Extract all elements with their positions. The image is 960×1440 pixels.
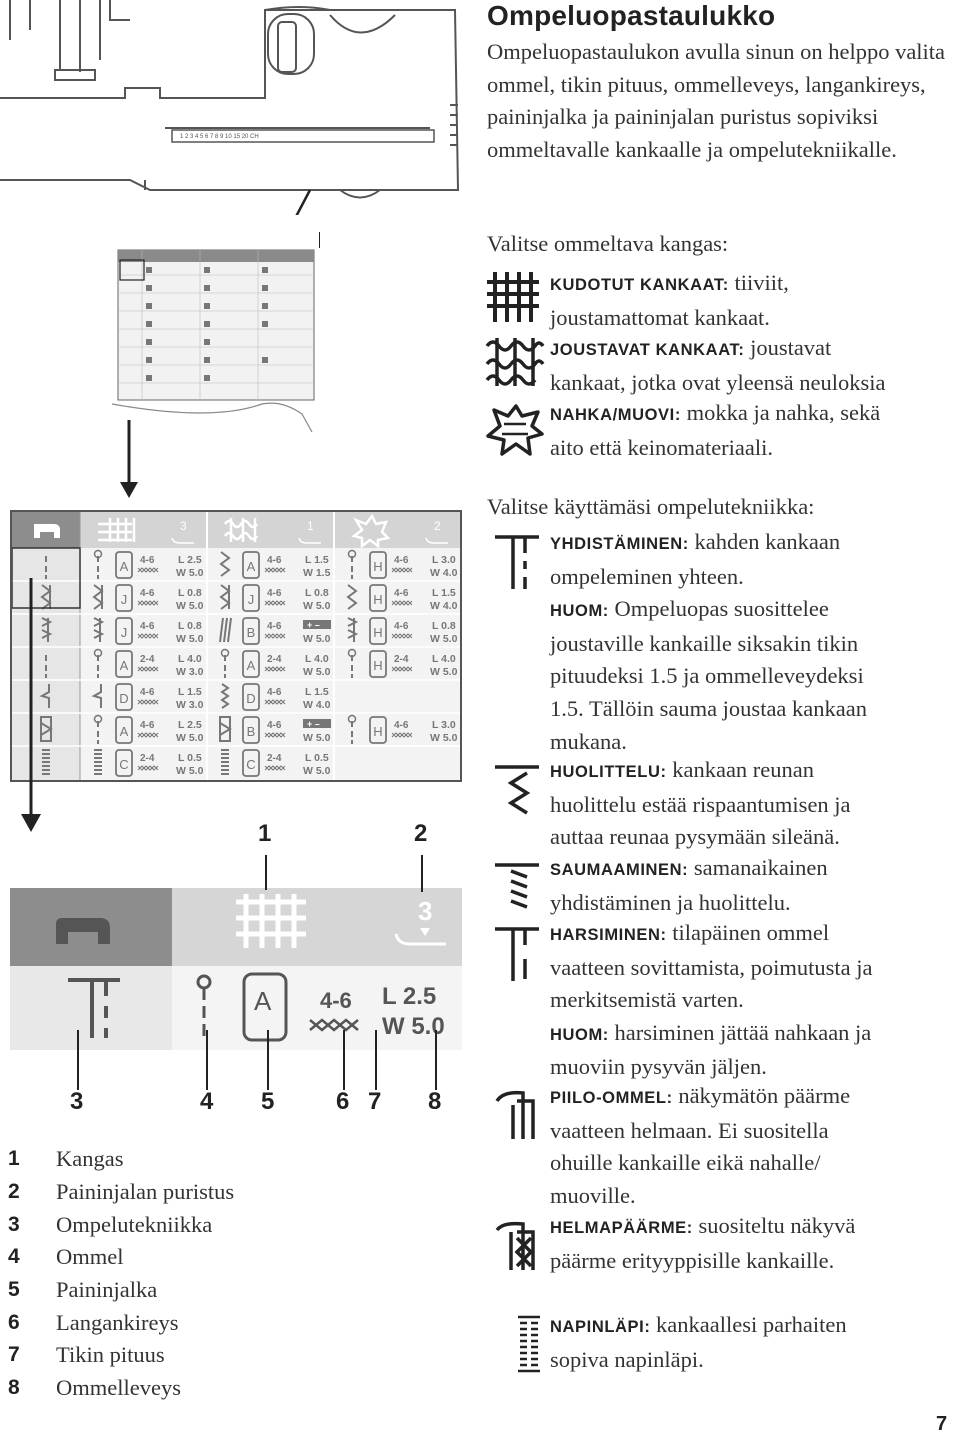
length-value: L 4.0 xyxy=(305,653,329,665)
callout-2: 2 xyxy=(414,820,428,847)
legend-item xyxy=(8,1143,308,1176)
legend xyxy=(8,1143,308,1405)
legend-label: Ompelutekniikka xyxy=(56,1211,213,1237)
width-value: W 5.0 xyxy=(303,732,331,744)
legend-label: Ommel xyxy=(56,1244,124,1270)
length-value: L 4.0 xyxy=(432,653,456,665)
svg-text:L 2.5: L 2.5 xyxy=(382,983,437,1010)
leather-icon xyxy=(486,404,544,456)
length-value: L 4.0 xyxy=(178,653,202,665)
technique-seam-text: YHDISTÄMINEN: kahden kankaan ompeleminen yhteen. HUOM: Ompeluopas suosittelee joustaville kankaille siksakin tikin pituudeksi 1.5 ja ommelleveydeksi 1.5. Tällöin sauma joustaa kankaan mukana. xyxy=(550,529,867,754)
fabric-stretch-text: JOUSTAVAT KANKAAT: joustavat kankaat, jotka ovat yleensä neuloksia xyxy=(550,335,886,395)
callout-6: 6 xyxy=(336,1088,350,1115)
legend-item xyxy=(8,1176,308,1209)
tension-value: 4-6 xyxy=(394,555,409,566)
technique-buttonhole-text: NAPINLÄPI: kankaallesi parhaiten sopiva napinläpi. xyxy=(550,1312,847,1372)
legend-item xyxy=(8,1306,308,1339)
width-value: W 5.0 xyxy=(303,765,331,777)
callout-4: 4 xyxy=(200,1088,214,1115)
presser-foot-letter: A xyxy=(119,658,129,673)
width-value: W 4.0 xyxy=(303,699,331,711)
width-value: W 4.0 xyxy=(430,567,458,579)
legend-number: 7 xyxy=(8,1343,20,1367)
width-value: W 5.0 xyxy=(430,666,458,678)
presser-foot-letter: H xyxy=(373,658,383,673)
svg-text:1 2 3 4 5 6 7 8 9 10: 1 2 3 4 5 6 7 8 9 10 15 20 CH xyxy=(180,134,259,140)
tension-value: 4-6 xyxy=(267,720,282,731)
legend-number: 4 xyxy=(8,1245,20,1269)
stitch-guide-table xyxy=(10,510,462,782)
technique-overcast-text: HUOLITTELU: kankaan reunan huolittelu estää rispaantumisen ja auttaa reunaa pysymään sileänä. xyxy=(550,757,851,850)
length-value: L 2.5 xyxy=(178,719,202,731)
technique-blind-hem-text: PIILO-OMMEL: näkymätön päärme vaatteen helmaan. Ei suositella ohuille kankaille eikä nahalle/ muoville. xyxy=(550,1083,851,1208)
presser-foot-letter: B xyxy=(246,724,256,739)
length-value: L 0.5 xyxy=(305,752,329,764)
tension-value: 4-6 xyxy=(394,720,409,731)
length-value: L 3.0 xyxy=(432,719,456,731)
seam-icon xyxy=(493,533,543,591)
legend-label: Tikin pituus xyxy=(56,1342,165,1368)
callout-lines xyxy=(0,850,470,1100)
presser-foot-letter: A xyxy=(246,559,256,574)
page-number: 7 xyxy=(936,1413,948,1435)
technique-basting-text: HARSIMINEN: tilapäinen ommel vaatteen sovittamista, poimutusta ja merkitsemistä varten. HUOM: harsiminen jättää nahkaan ja muoviin pysyvän jäljen. xyxy=(550,920,873,1080)
sewing-machine-illustration xyxy=(0,0,470,215)
tension-value: 4-6 xyxy=(140,555,155,566)
presser-foot-letter: A xyxy=(246,658,256,673)
legend-item xyxy=(8,1208,308,1241)
pressure-value: 2 xyxy=(434,519,441,533)
svg-text:W 5.0: W 5.0 xyxy=(382,1013,445,1040)
width-value: W 5.0 xyxy=(176,567,204,579)
presser-foot-letter: H xyxy=(373,724,383,739)
overcast-icon xyxy=(493,763,543,821)
width-value: W 3.0 xyxy=(176,666,204,678)
length-value: L 1.5 xyxy=(178,686,202,698)
legend-number: 6 xyxy=(8,1310,20,1334)
legend-number: 2 xyxy=(8,1180,20,1204)
callout-1: 1 xyxy=(258,820,272,847)
legend-item xyxy=(8,1274,308,1307)
stitch-icon xyxy=(94,750,102,774)
width-value: W 5.0 xyxy=(176,633,204,645)
presser-foot-letter: J xyxy=(120,625,128,640)
width-value: W 5.0 xyxy=(176,765,204,777)
intro-paragraph: Ompeluopastaulukon avulla sinun on helppo valita ommel, tikin pituus, ommelleveys, langankireys, paininjalka ja paininjalan puristus sopiviksi ommeltavalle kankaalle ja ompelutekniikalle. xyxy=(487,39,946,162)
fabric-intro: Valitse ommeltava kangas: xyxy=(487,231,729,256)
technique-seam-overcast-text: SAUMAAMINEN: samanaikainen yhdistäminen ja huolittelu. xyxy=(550,855,828,915)
tension-value: 4-6 xyxy=(267,621,282,632)
arrow-down-icon xyxy=(18,578,44,834)
legend-label: Paininjalan puristus xyxy=(56,1179,235,1205)
length-value: L 0.8 xyxy=(432,620,456,632)
tension-value: 2-4 xyxy=(394,654,409,665)
presser-foot-letter: B xyxy=(246,625,256,640)
buttonhole-icon xyxy=(516,1315,542,1373)
legend-number: 3 xyxy=(8,1212,20,1236)
length-value: L 2.5 xyxy=(178,554,202,566)
legend-label: Paininjalka xyxy=(56,1277,158,1303)
length-value: L 1.5 xyxy=(305,554,329,566)
svg-text:+ –: + – xyxy=(307,620,320,630)
length-value: L 3.0 xyxy=(432,554,456,566)
callout-8: 8 xyxy=(428,1088,442,1115)
svg-text:A: A xyxy=(254,986,272,1016)
width-value: W 4.0 xyxy=(430,600,458,612)
page-title: Ompeluopastaulukko xyxy=(487,0,776,31)
presser-foot-letter: A xyxy=(119,559,129,574)
technique-intro: Valitse käyttämäsi ompelutekniikka: xyxy=(487,494,815,519)
arrow-down-icon xyxy=(118,420,140,500)
width-value: W 1.5 xyxy=(303,567,331,579)
presser-foot-letter: D xyxy=(246,691,256,706)
width-value: W 5.0 xyxy=(303,666,331,678)
tension-value: 4-6 xyxy=(140,687,155,698)
stitch-guide-thumbnail xyxy=(112,232,320,432)
tension-value: 4-6 xyxy=(267,588,282,599)
legend-number: 8 xyxy=(8,1376,20,1400)
presser-foot-letter: D xyxy=(119,691,129,706)
width-value: W 5.0 xyxy=(176,600,204,612)
presser-foot-letter: H xyxy=(373,592,383,607)
presser-foot-letter: H xyxy=(373,559,383,574)
tension-value: 4-6 xyxy=(140,588,155,599)
legend-label: Ommelleveys xyxy=(56,1375,181,1401)
width-value: W 5.0 xyxy=(430,633,458,645)
hem-icon xyxy=(493,1218,543,1274)
fabric-leather-text: NAHKA/MUOVI: mokka ja nahka, sekä aito että keinomateriaali. xyxy=(550,400,881,460)
length-value: L 0.5 xyxy=(178,752,202,764)
tension-value: 4-6 xyxy=(267,687,282,698)
length-value: L 0.8 xyxy=(305,587,329,599)
svg-text:3: 3 xyxy=(418,896,433,926)
tension-value: 4-6 xyxy=(394,588,409,599)
stretch-fabric-icon xyxy=(483,336,545,388)
tension-value: 2-4 xyxy=(140,753,155,764)
length-value: L 0.8 xyxy=(178,620,202,632)
length-value: L 0.8 xyxy=(178,587,202,599)
tension-value: 2-4 xyxy=(140,654,155,665)
woven-fabric-icon xyxy=(483,268,543,326)
legend-item xyxy=(8,1372,308,1405)
presser-foot-letter: A xyxy=(119,724,129,739)
tension-value: 4-6 xyxy=(394,621,409,632)
legend-number: 5 xyxy=(8,1278,20,1302)
legend-item xyxy=(8,1339,308,1372)
legend-number: 1 xyxy=(8,1147,20,1171)
presser-foot-letter: C xyxy=(119,757,129,772)
callout-7: 7 xyxy=(368,1088,382,1115)
svg-text:4-6: 4-6 xyxy=(320,988,352,1013)
width-value: W 5.0 xyxy=(303,633,331,645)
width-value: W 5.0 xyxy=(430,732,458,744)
tension-value: 4-6 xyxy=(267,555,282,566)
presser-foot-letter: J xyxy=(247,592,255,607)
pressure-value: 1 xyxy=(307,519,314,533)
svg-text:+ –: + – xyxy=(307,719,320,729)
callout-3: 3 xyxy=(70,1088,84,1115)
callout-5: 5 xyxy=(261,1088,275,1115)
blind-hem-icon xyxy=(493,1087,543,1143)
tension-value: 4-6 xyxy=(140,720,155,731)
tension-value: 2-4 xyxy=(267,654,282,665)
legend-label: Langankireys xyxy=(56,1309,179,1335)
basting-icon xyxy=(493,925,543,983)
width-value: W 5.0 xyxy=(303,600,331,612)
technique-hem-text: HELMAPÄÄRME: suositeltu näkyvä päärme erityyppisille kankaille. xyxy=(550,1213,856,1273)
presser-foot-letter: J xyxy=(120,592,128,607)
legend-item xyxy=(8,1241,308,1274)
tension-value: 4-6 xyxy=(140,621,155,632)
presser-foot-letter: C xyxy=(246,757,256,772)
length-value: L 1.5 xyxy=(432,587,456,599)
width-value: W 3.0 xyxy=(176,699,204,711)
fabric-woven-text: KUDOTUT KANKAAT: tiiviit, joustamattomat kankaat. xyxy=(550,270,789,330)
legend-label: Kangas xyxy=(56,1146,124,1172)
tension-value: 2-4 xyxy=(267,753,282,764)
stitch-icon xyxy=(221,750,229,774)
seam-overcast-icon xyxy=(493,861,543,913)
presser-foot-letter: H xyxy=(373,625,383,640)
pressure-value: 3 xyxy=(180,519,187,533)
width-value: W 5.0 xyxy=(176,732,204,744)
length-value: L 1.5 xyxy=(305,686,329,698)
